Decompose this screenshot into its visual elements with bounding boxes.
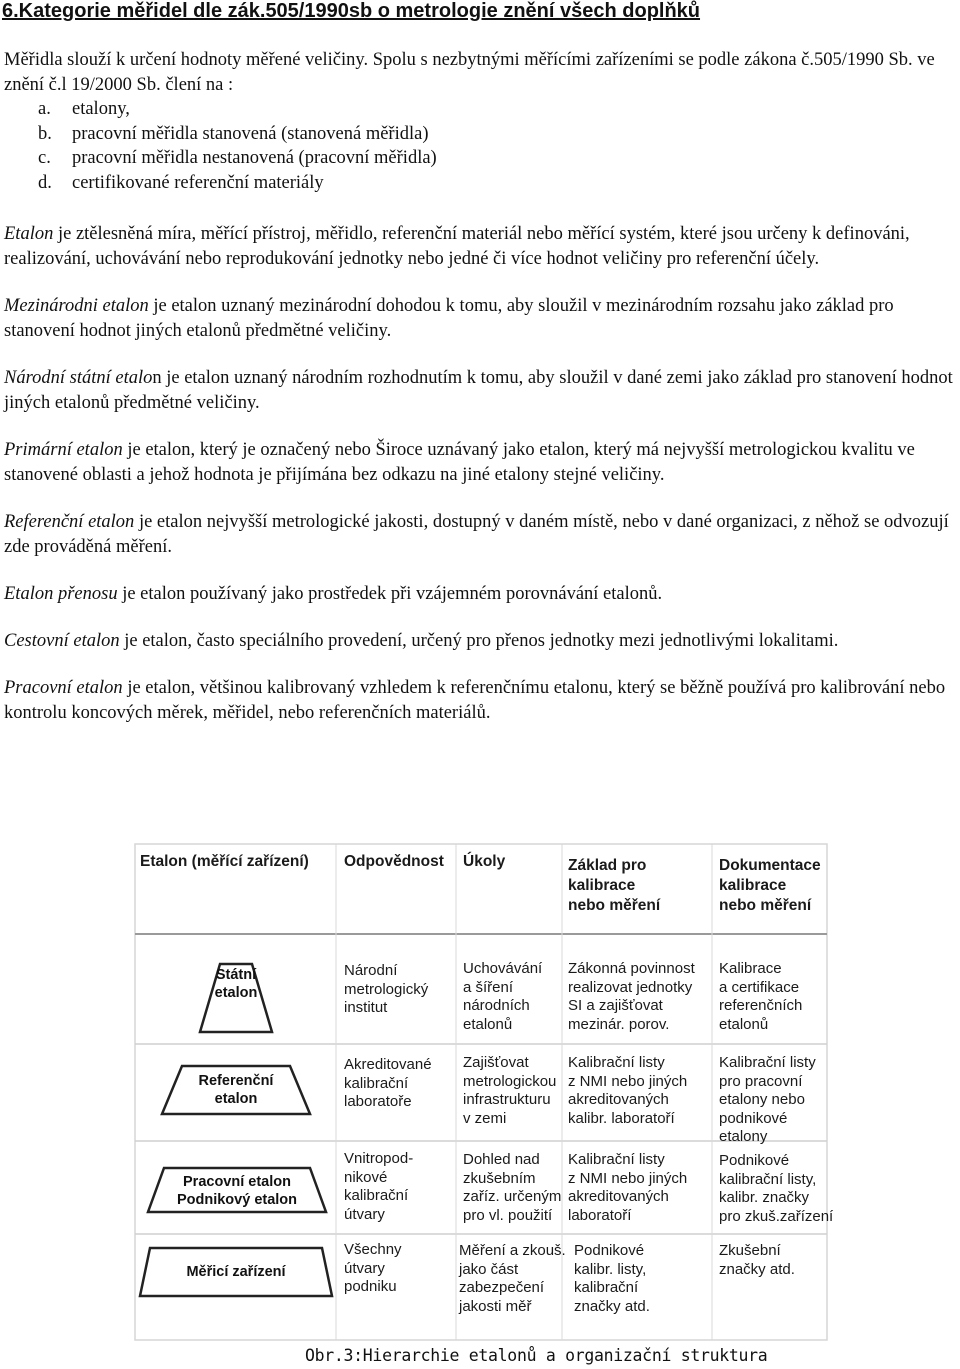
cell-line: laboratoří [568,1206,632,1224]
definition-term: Pracovní etalon [4,678,123,698]
tier-label-line: Referenční [198,1073,274,1089]
list-item [38,122,437,147]
cell-line: kalibrační listy, [719,1170,817,1188]
definition-term: Etalon [4,224,54,244]
definition-term: Primární etalon [4,440,123,460]
definition-term: Mezinárodni etalon [4,296,149,316]
list-text: pracovní měřidla nestanovená (pracovní měřidla) [72,148,437,168]
tier-label-line: etalon [214,1091,258,1107]
cell-line: pro vl. použití [463,1206,553,1224]
cell-documentation [719,960,802,1034]
cell-line: jakosti měř [459,1297,532,1315]
cell-responsibility [344,1150,413,1224]
tier-label-line: Podnikový etalon [176,1192,298,1208]
cell-line: z NMI nebo jiných [568,1072,688,1090]
cell-line: z NMI nebo jiných [568,1169,688,1187]
cell-line: útvary [344,1259,385,1277]
column-header-responsibility: Odpovědnost [344,853,444,870]
figure-caption: Obr.3:Hierarchie etalonů a organizační struktura [305,1346,768,1365]
hierarchy-figure [0,838,960,1369]
column-header-tasks: Úkoly [463,853,506,870]
cell-line: pro zkuš.zařízení [719,1207,834,1225]
list-text: etalony, [72,99,130,119]
definition-text: je etalon uznaný mezinárodní dohodou k tomu, aby sloužil v mezinárodním rozsahu jako základ pro stanovení hodnot jiných etalonů předmětné veličiny. [4,296,894,341]
cell-responsibility [344,1056,432,1112]
tier-label [148,1173,326,1209]
column-header-basis [568,856,660,916]
cell-line: metrologický [344,980,429,998]
cell-line: kalibrační [344,1074,409,1092]
tier-label [162,1072,310,1108]
definition-paragraph [4,629,959,654]
cell-tasks [459,1242,566,1316]
cell-line: kalibr. listy, [574,1260,647,1278]
section-heading: 6.Kategorie měřidel dle zák.505/1990sb o metrologie znění všech doplňků [2,0,701,22]
definition-term: Národní státní etalo [4,368,153,388]
cell-basis [574,1242,650,1316]
cell-line: referenčních [719,997,803,1014]
cell-line: akreditovaných [568,1091,669,1108]
definition-paragraph [4,676,959,726]
cell-line: SI a zajišťovat [568,997,663,1014]
column-header-etalon: Etalon (měřící zařízení) [140,853,309,870]
cell-line: značky atd. [719,1260,795,1278]
tier-label-line: Měřicí zařízení [186,1264,286,1280]
list-item [38,171,437,196]
cell-line: Měření a zkouš. [459,1242,566,1259]
definition-term: Etalon přenosu [4,584,118,604]
cell-line: etalony [719,1128,768,1145]
definition-term: Cestovní etalon [4,631,120,651]
definition-paragraph [4,366,959,416]
list-text: certifikované referenční materiály [72,172,324,193]
cell-line: zaříz. určeným [463,1188,562,1205]
cell-line: Všechny [344,1241,402,1258]
cell-line: Národní [344,962,398,979]
cell-documentation [719,1242,795,1279]
column-header-documentation [719,856,821,916]
definition-text: je ztělesněná míra, měřící přístroj, měřidlo, referenční materiál nebo měřící systém, které jsou určeny k definováni, realizování, uchovávání nebo reprodukování jednotky nebo jedné či více hodnot veličiny pro referenční účely. [4,224,910,269]
tier-label [140,1263,332,1281]
cell-line: a šíření [463,978,514,996]
cell-line: Kalibrační listy [568,1151,665,1168]
cell-line: pro pracovní [719,1072,803,1090]
cell-line: a certifikace [719,978,800,996]
header-line: kalibrace [719,877,787,894]
cell-line: národních [463,997,530,1014]
tier-label [200,966,272,1002]
cell-line: kalibrační [344,1187,409,1204]
cell-basis [568,1151,687,1225]
cell-line: Dohled nad [463,1151,540,1168]
cell-responsibility [344,1241,402,1297]
definition-term: Referenční etalon [4,512,135,532]
definition-text: n je etalon uznaný národním rozhodnutím k tomu, aby sloužil v dané zemi jako základ pro stanovení hodnot jiných etalonů předmětné veličiny. [4,368,953,413]
definition-text: je etalon, většinou kalibrovaný vzhledem k referenčnímu etalonu, který se běžně používá pro kalibrování nebo kontrolu koncových měrek, měřidel, nebo referenčních materiálů. [4,678,946,723]
tier-label-line: etalon [214,985,258,1001]
tier-label-line: Státní [215,967,257,983]
definition-paragraph [4,294,959,344]
definition-text: je etalon, často speciálního provedení, určený pro přenos jednotky mezi jednotlivými lokalitami. [119,631,839,651]
cell-line: kalibr. značky [719,1189,810,1206]
cell-line: Akreditované [344,1056,432,1073]
cell-line: zabezpečení [459,1279,545,1296]
cell-line: etalony nebo [719,1091,805,1108]
definition-paragraph [4,438,959,488]
cell-line: Zákonná povinnost [568,960,695,977]
header-line: nebo měření [568,897,661,914]
cell-line: Uchovávání [463,960,543,977]
cell-line: mezinár. porov. [568,1015,670,1033]
cell-line: v zemi [463,1109,507,1127]
cell-tasks [463,1151,561,1225]
definition-text: je etalon, který je označený nebo Široce uznávaný jako etalon, který má nejvyšší metrologickou kvalitu ve stanovené oblasti a jehož hodnota je přijímána bez odkazu na jiné etalony stejné veličiny. [4,440,915,485]
list-letter: d. [38,172,52,193]
cell-line: značky atd. [574,1297,650,1315]
cell-documentation [719,1054,816,1147]
list-letter: a. [38,99,51,119]
list-letter: b. [38,123,52,144]
cell-line: realizovat jednotky [568,978,693,996]
cell-line: podnikové [719,1109,788,1127]
cell-tasks [463,960,542,1034]
cell-basis [568,1054,687,1128]
cell-tasks [463,1054,556,1128]
cell-line: Vnitropod- [344,1150,414,1167]
definition-paragraph [4,222,959,272]
list-letter: c. [38,148,51,168]
list-item [38,97,437,122]
cell-line: kalibr. laboratoří [568,1109,675,1127]
cell-line: etalonů [463,1015,513,1033]
list-item [38,146,437,171]
cell-responsibility [344,962,428,1018]
cell-documentation [719,1152,833,1226]
definitions [4,222,959,748]
header-line: Dokumentace [719,857,821,874]
definition-paragraph [4,510,959,560]
cell-line: Zkušební [719,1242,781,1259]
tier-label-line: Pracovní etalon [183,1174,291,1190]
header-line: Základ pro [568,857,647,874]
cell-line: akreditovaných [568,1188,669,1205]
cell-line: Podnikové [719,1152,790,1169]
cell-line: Kalibrační listy [719,1054,816,1071]
cell-line: metrologickou [463,1072,557,1090]
cell-line: Kalibrační listy [568,1054,665,1071]
cell-line: infrastrukturu [463,1091,551,1108]
definition-text: je etalon nejvyšší metrologické jakosti, dostupný v daném místě, nebo v dané organizaci, z něhož se odvozují zde prováděná měření. [4,512,949,557]
cell-line: útvary [344,1205,385,1223]
header-line: nebo měření [719,897,812,914]
cell-line: nikové [344,1168,388,1186]
header-line: kalibrace [568,877,636,894]
cell-line: jako část [459,1260,519,1278]
definition-text: je etalon používaný jako prostředek při vzájemném porovnávání etalonů. [117,584,663,604]
cell-line: kalibrační [574,1279,639,1296]
cell-line: Zajišťovat [463,1054,529,1071]
cell-line: podniku [344,1278,397,1295]
cell-line: zkušebním [463,1169,536,1187]
intro-paragraph: Měřidla slouží k určení hodnoty měřené veličiny. Spolu s nezbytnými měřícími zařízeními se podle zákona č.505/1990 Sb. ve znění č.l 19/2000 Sb. člení na : [4,50,935,95]
cell-line: etalonů [719,1015,769,1033]
cell-line: Kalibrace [719,960,782,977]
cell-basis [568,960,695,1034]
cell-line: institut [344,999,388,1016]
cell-line: Podnikové [574,1242,645,1259]
category-list [38,97,437,195]
list-text: pracovní měřidla stanovená (stanovená měřidla) [72,123,429,144]
definition-paragraph [4,582,959,607]
cell-line: laboratoře [344,1093,412,1110]
